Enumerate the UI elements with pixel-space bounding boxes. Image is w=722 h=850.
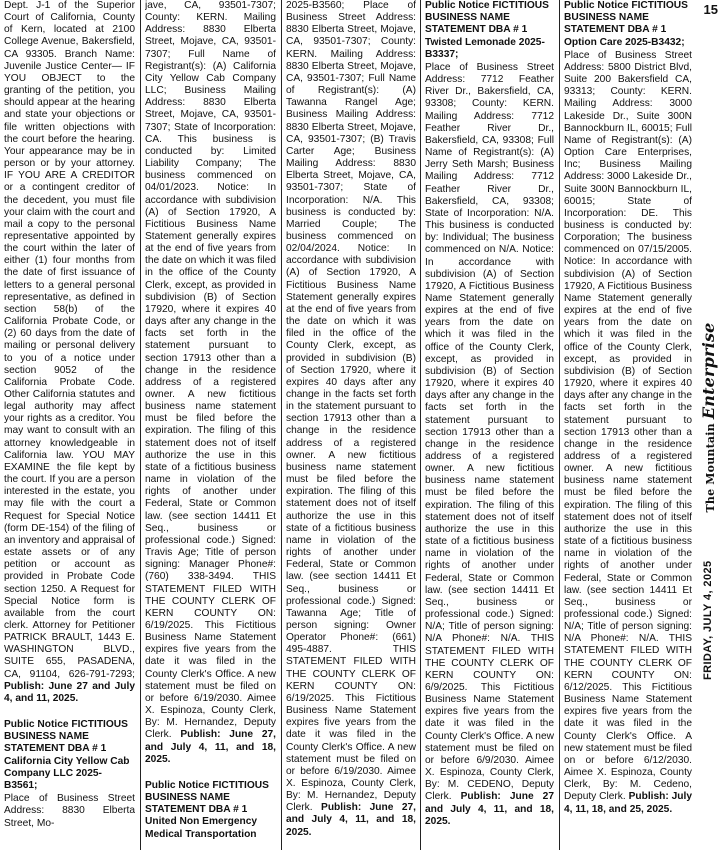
folio-vertical [695, 40, 722, 840]
legal-notice [4, 0, 135, 705]
legal-notice-column-4 [425, 0, 554, 846]
legal-notice [4, 719, 135, 830]
column-divider [559, 0, 560, 850]
notice-heading: Public Notice FICTITIOUS BUSINESS NAME STATEMENT DBA # 1 California City Yellow Cab Company LLC 2025-B3561; [4, 719, 130, 792]
newspaper-nameplate [699, 322, 718, 512]
notice-body: 2025-B3560; Place of Business Street Address: 8830 Elberta Street, Mojave, CA, 93501-7307; County: KERN. Mailing Address: 8830 Elberta Street, Mojave, CA, 93501-7307; Full Name of Registrant(s): (A) Tawanna Rangel Age; Business Mailing Address: 8830 Elberta Street, Mojave, CA, 93501-7307; (B) Travis Carter Age; Business Mailing Address: 8830 Elberta Street, Mojave, CA, 93501-7307; State of Incorporation: N/A. This business is conducted by: Married Couple; The business commenced on 02/04/2024. Notice: In accordance with subdivision (A) of Section 17920, A Fictitious Business Name Statement generally expires at the end of five years from the date on which it was filed in the office of the County Clerk, except, as provided in subdivision (B) of Section 17920, where it expires 40 days after any change in the facts set forth in the statement pursuant to section 17913 other than a change in the residence address of a registered owner. A new fictitious business name statement must be filed before the expiration. The filing of this statement does not of itself authorize the use in this state of a fictitious business name in violation of the rights of another under Federal, State or Common law. (see section 14411 Et Seq., business or professional code.) Signed: Tawanna Age; Title of person signing: Owner Operator Phone#: (661) 495-4887. THIS STATEMENT FILED WITH THE COUNTY CLERK OF KERN COUNTY ON: 6/19/2025. This Fictitious Business Name Statement expires five years from the date it was filed in the County Clerk's Office. A new statement must be filed on or before 6/19/2030. Aimee X. Espinoza, County Clerk, By: M. Hernandez, Deputy Clerk. Publish: June 27, and July 4, 11, and 18, 2025. [286, 0, 416, 838]
notice-body: Dept. J-1 of the Superior Court of California, County of Kern, located at 2100 College Avenue, Bakersfield, CA 93305. Branch Name: Juvenile Justice Center— IF YOU OBJECT to the granting of the petition, you should appear at the hearing and state your objections or file written objections with the court before the hearing. Your appearance may be in person or by your attorney. IF YOU ARE A CREDITOR or a contingent creditor of the decedent, you must file your claim with the court and mail a copy to the personal representative appointed by the court within the later of either (1) four months from the date of first issuance of letters to a general personal representative, as defined in section 58(b) of the California Probate Code, or (2) 60 days from the date of mailing or personal delivery to you of a notice under section 9052 of the California Probate Code. Other California statutes and legal authority may affect your rights as a creditor. You may want to consult with an attorney knowledgeable in California law. YOU MAY EXAMINE the file kept by the court. If you are a person interested in the estate, you may file with the court a Request for Special Notice (form DE-154) of the filing of an inventory and appraisal of estate assets or of any petition or account as provided in Probate Code section 1250. A Request for Special Notice form is available from the court clerk. Attorney for Petitioner PATRICK BRAULT, 1443 E. WASHINGTON BLVD., SUITE 655, PASADENA, CA, 91104, 626-791-7293; Publish: June 27 and July 4, and 11, 2025. [4, 0, 135, 704]
notice-body: jave, CA, 93501-7307; County: KERN. Mailing Address: 8830 Elberta Street, Mojave, CA, 93501-7307; Full Name of Registrant(s): (A) California City Yellow Cab Company LLC; Business Mailing Address: 8830 Elberta Street, Mojave, CA, 93501-7307; State of Incorporation: CA. This business is conducted by: Limited Liability Company; The business commenced on 04/01/2023. Notice: In accordance with subdivision (A) of Section 17920, A Fictitious Business Name Statement generally expires at the end of five years from the date on which it was filed in the office of the County Clerk, except, as provided in subdivision (B) of Section 17920, where it expires 40 days after any change in the facts set forth in the statement pursuant to section 17913 other than a change in the residence address of a registered owner. A new fictitious business name statement must be filed before the expiration. The filing of this statement does not of itself authorize the use in this state of a fictitious business name in violation of the rights of another under Federal, State or Common law. (see section 14411 Et Seq., business or professional code.) Signed: Travis Age; Title of person signing: Manager Phone#: (760) 338-3494. THIS STATEMENT FILED WITH THE COUNTY CLERK OF KERN COUNTY ON: 6/19/2025. This Fictitious Business Name Statement expires five years from the date it was filed in the County Clerk's Office. A new statement must be filed on or before 6/19/2030. Aimee X. Espinoza, County Clerk, By: M. Hernandez, Deputy Clerk. Publish: June 27, and July 4, 11, and 18, 2025. [145, 0, 276, 765]
legal-notice [564, 0, 692, 816]
notice-body: Place of Business Street Address: 5800 District Blvd, Suite 200 Bakersfield CA, 93313; County: KERN. Mailing Address: 3000 Lakeside Dr., Suite 300N Bannockburn IL, 60015; Full Name of Registrant(s): (A) Option Care Enterprises, Inc; Business Mailing Address: 3000 Lakeside Dr., Suite 300N Bannockburn IL, 60015; State of Incorporation: DE. This business is conducted by: Corporation; The business commenced on 07/15/2005. Notice: In accordance with subdivision (A) of Section 17920, A Fictitious Business Name Statement generally expires at the end of five years from the date on which it was filed in the office of the County Clerk, except, as provided in subdivision (B) of Section 17920, where it expires 40 days after any change in the facts set forth in the statement pursuant to section 17913 other than a change in the residence address of a registered owner. A new fictitious business name statement must be filed before the expiration. The filing of this statement does not of itself authorize the use in this state of a fictitious business name in violation of the rights of another under Federal, State or Common law. (see section 14411 Et Seq., business or professional code.) Signed: N/A; Title of person signing: N/A Phone#: N/A. THIS STATEMENT FILED WITH THE COUNTY CLERK OF KERN COUNTY ON: 6/12/2025. This Fictitious Business Name Statement expires five years from the date it was filed in the County Clerk's Office. A new statement must be filed on or before 6/12/2030. Aimee X. Espinoza, County Clerk, By: M. Cedeno, Deputy Clerk. Publish: July 4, 11, 18, and 25, 2025. [564, 49, 692, 815]
legal-notice-column-2 [145, 0, 276, 846]
publication-dates: Publish: June 27, and July 4, 11, and 18, 2025. [145, 729, 276, 765]
column-divider [420, 0, 421, 850]
publication-dates: Publish: June 27 and July 4, and 11, 2025. [4, 680, 135, 704]
legal-notice-column-5 [564, 0, 692, 846]
legal-notice-column-1 [4, 0, 135, 846]
publication-dates: Publish: June 27 and July 4, 11, and 18, 2025. [425, 791, 554, 827]
nameplate-big: Enterprise [698, 322, 718, 420]
legal-notice [145, 0, 276, 766]
legal-notice [145, 780, 276, 841]
column-divider [140, 0, 141, 850]
notice-heading: Public Notice FICTITIOUS BUSINESS NAME STATEMENT DBA # 1 Option Care 2025-B3432; [564, 0, 688, 48]
notice-heading: Public Notice FICTITIOUS BUSINESS NAME STATEMENT DBA # 1 United Non Emergency Medical Transportation [145, 779, 269, 840]
edition-date: FRIDAY, JULY 4, 2025 [702, 560, 714, 680]
publication-dates: Publish: July 4, 11, 18, and 25, 2025. [564, 791, 692, 815]
legal-notice [425, 0, 554, 828]
page-number: 15 [703, 2, 718, 17]
notice-heading: Public Notice FICTITIOUS BUSINESS NAME STATEMENT DBA # 1 Twisted Lemonade 2025-B3337; [425, 0, 549, 60]
legal-notice [286, 0, 416, 839]
nameplate-small: The Mountain [703, 423, 717, 513]
column-divider [281, 0, 282, 850]
legal-notice-column-3 [286, 0, 416, 846]
page-folio-strip [694, 0, 722, 850]
notice-body: Place of Business Street Address: 8830 Elberta Street, Mo- [4, 793, 135, 829]
notice-body: Place of Business Street Address: 7712 Feather River Dr., Bakersfield, CA, 93308; County: KERN. Mailing Address: 7712 Feather River Dr., Bakersfield, CA, 93308; Full Name of Registrant(s): (A) Jerry Seth Marsh; Business Mailing Address: 7712 Feather River Dr., Bakersfield, CA, 93308; State of Incorporation: N/A. This business is conducted by: Individual; The business commenced on N/A. Notice: In accordance with subdivision (A) of Section 17920, A Fictitious Business Name Statement generally expires at the end of five years from the date on which it was filed in the office of the County Clerk, except, as provided in subdivision (B) of Section 17920, where it expires 40 days after any change in the facts set forth in the statement pursuant to section 17913 other than a change in the residence address of a registered owner. A new fictitious business name statement must be filed before the expiration. The filing of this statement does not of itself authorize the use in this state of a fictitious business name in violation of the rights of another under Federal, State or Common law. (see section 14411 Et Seq., business or professional code.) Signed: N/A; Title of person signing: N/A Phone#: N/A. THIS STATEMENT FILED WITH THE COUNTY CLERK OF KERN COUNTY ON: 6/9/2025. This Fictitious Business Name Statement expires five years from the date it was filed in the County Clerk's Office. A new statement must be filed on or before 6/9/2030. Aimee X. Espinoza, County Clerk, By: M. CEDENO, Deputy Clerk. Publish: June 27 and July 4, 11, and 18, 2025. [425, 62, 554, 827]
publication-dates: Publish: June 27, and July 4, 11, and 18, 2025. [286, 802, 416, 838]
